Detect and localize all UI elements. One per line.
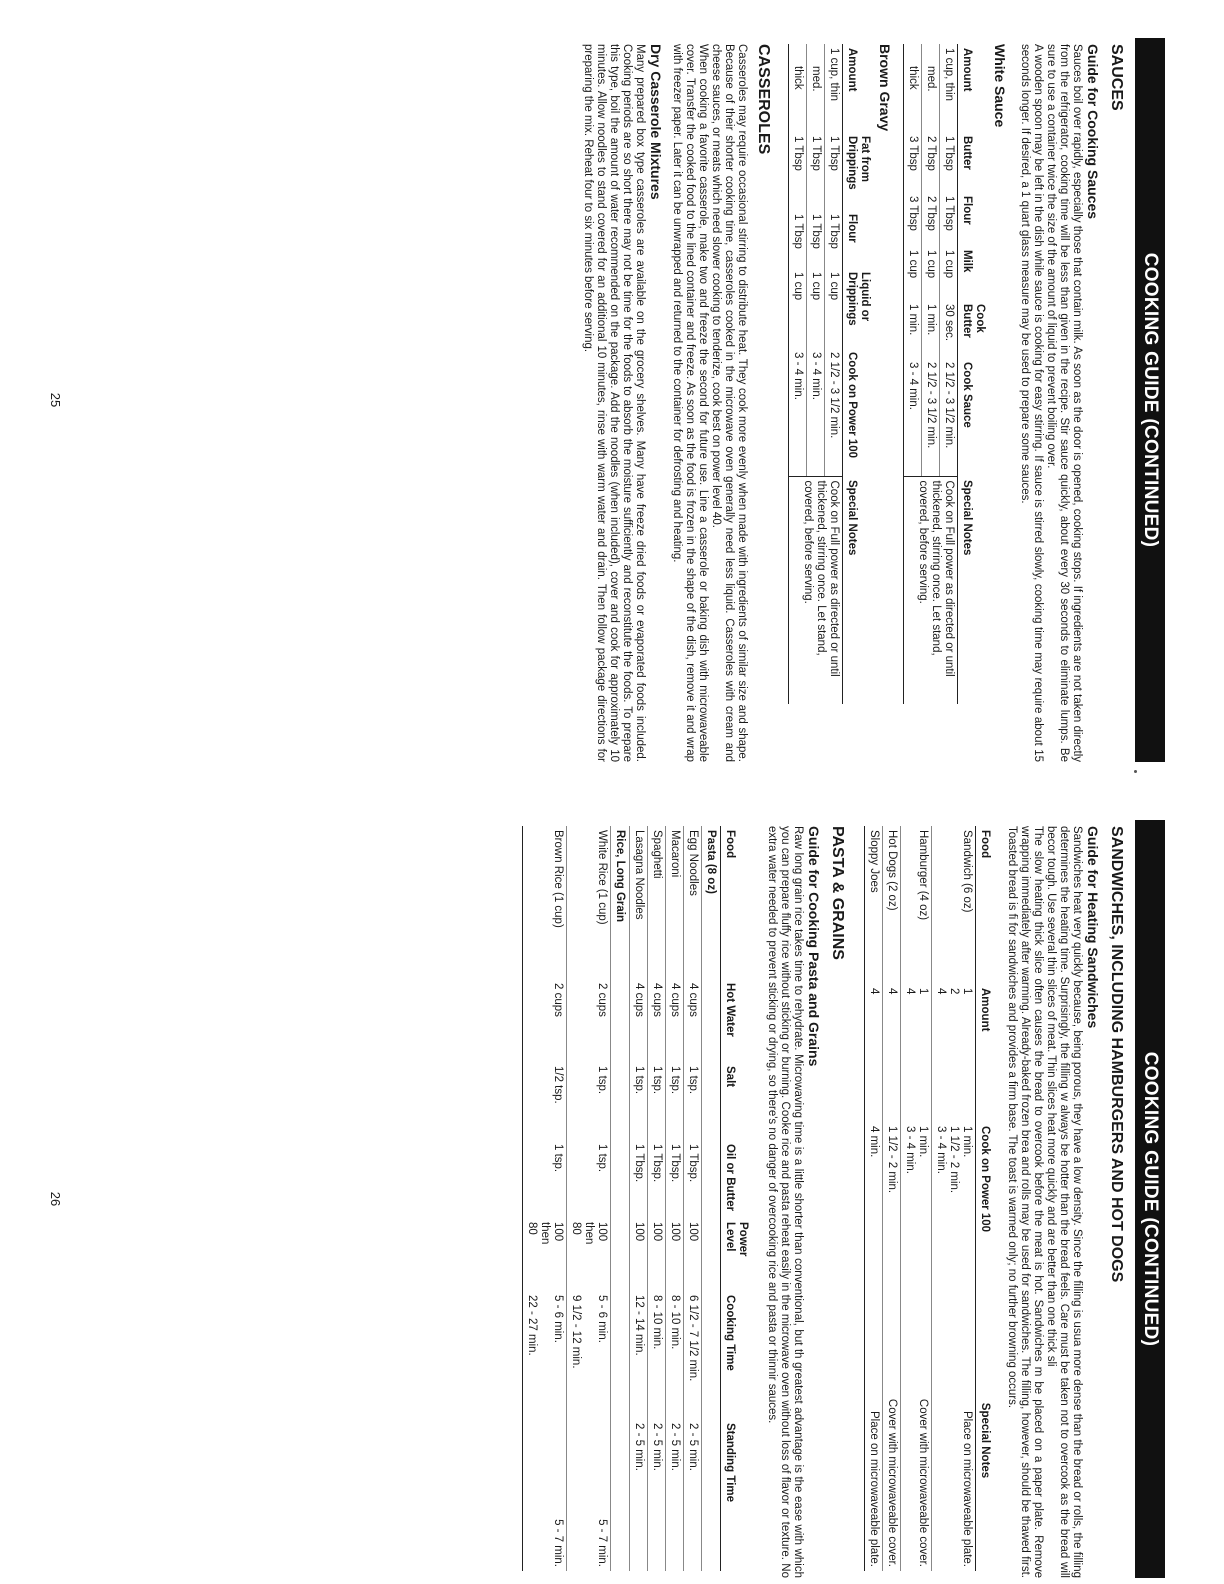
cell: 1 min. 3 - 4 min. <box>904 1126 929 1174</box>
cell: Sandwich (6 oz) <box>961 830 973 913</box>
dry-casserole-title: Dry Casserole Mixtures <box>648 44 664 200</box>
col-header: Hot Water <box>724 983 736 1037</box>
table-row <box>684 826 702 1571</box>
cell: 1 cup <box>925 250 937 279</box>
special-notes-cell: Cook on Full power as directed or until thickened, stirring once. Let stand, covered, before serving. <box>904 476 958 704</box>
cell: 2 Tbsp <box>925 196 937 231</box>
col-header: Cooking Time <box>724 1295 736 1371</box>
sauces-guide-title: Guide for Cooking Sauces <box>1085 44 1101 220</box>
col-header: Flour <box>846 214 858 243</box>
col-header: Amount <box>846 48 858 92</box>
cell: 2 Tbsp <box>925 136 937 171</box>
col-header: Cook Butter <box>961 304 986 338</box>
col-header: Salt <box>724 1066 736 1088</box>
cell: 6 1/2 - 7 1/2 min. <box>687 1295 699 1382</box>
table-row <box>630 826 648 1571</box>
sauces-guide-text-1: Sauces boil over rapidly, especially those that contain milk. As soon as the door is opened, cooking stops. If ingredients are not taken directly from the refrigerator, cooking time will be less than given in the recipe. Stir sauce quickly, about every 30 seconds to eliminate lumps. Be sure to use a container twice the size of the amount of liquid to prevent boiling over. <box>1045 44 1083 762</box>
cell: 1 cup <box>810 272 822 301</box>
cell: 1 min. <box>925 304 937 336</box>
cell: 2 cups <box>552 983 564 1017</box>
col-header: Butter <box>961 136 973 170</box>
cell: 3 - 4 min. <box>907 362 919 410</box>
cell: 1 min. 1 1/2 - 2 min. 3 - 4 min. <box>935 1126 973 1194</box>
cell: 1 1/2 - 2 min. <box>886 1126 898 1194</box>
sandwiches-guide-title: Guide for Heating Sandwiches <box>1085 826 1101 1029</box>
cell: 8 - 10 min. <box>669 1295 681 1350</box>
cell: Place on microwaveable plate. <box>868 1411 880 1567</box>
cell: 100 <box>687 1222 699 1242</box>
cell: 1 tsp. <box>633 1066 645 1095</box>
col-header: Fat from Drippings <box>846 136 871 190</box>
cell: 1 tsp. <box>552 1144 564 1173</box>
cell: 1 Tbsp <box>792 136 804 171</box>
cell: 1 tsp. <box>687 1066 699 1095</box>
cell: 1 Tbsp <box>810 214 822 249</box>
col-header: Amount <box>961 48 973 92</box>
cell: 2 cups <box>596 983 608 1017</box>
cell: 12 - 14 min. <box>633 1295 645 1356</box>
cell: med. <box>925 66 937 92</box>
banner-right: COOKING GUIDE (CONTINUED) <box>1135 820 1165 1578</box>
cell: 8 - 10 min. <box>651 1295 663 1350</box>
special-notes-cell: Cook on Full power as directed or until thickened, stirring once. Let stand, covered, before serving. <box>789 476 843 704</box>
col-header: Special Notes <box>846 480 858 556</box>
cell: Place on microwaveable plate. <box>961 1411 973 1567</box>
white-sauce-table <box>903 44 988 704</box>
cell: 1 Tbsp <box>943 136 955 171</box>
table-row <box>901 826 932 1571</box>
table-row <box>567 826 611 1571</box>
cell: 1 Tbsp. <box>669 1144 681 1183</box>
cell: 3 Tbsp <box>907 136 919 171</box>
cell: med. <box>810 66 822 92</box>
cell: 1 cup <box>792 272 804 301</box>
casseroles-title: CASSEROLES <box>755 44 772 155</box>
col-header: Amount <box>979 988 991 1032</box>
pasta-guide-text: Raw long grain rice takes time to rehydrate. Microwaving time is a little shorter than conventional, but th greatest advantage is the ease with which you can prepare fluffy rice without sticking or burning. Cooke rice and pasta reheat easily in the microwave oven without loss of flavor or texture. No extra water needed to prevent sticking or drying, so there's no danger of overcooking rice and pasta or thinnir sauces. <box>766 826 804 1578</box>
cell: 1 4 <box>904 988 929 995</box>
cell: 30 sec. <box>943 304 955 342</box>
cell: 4 cups <box>633 983 645 1017</box>
col-header: Liquid or Drippings <box>846 272 871 326</box>
table-row <box>865 826 883 1571</box>
table-row <box>523 826 567 1571</box>
cell: 100 then 80 <box>570 1222 608 1245</box>
cell: Hot Dogs (2 oz) <box>886 830 898 911</box>
scan-speck <box>1134 770 1137 773</box>
pasta-table <box>522 826 751 1571</box>
cell: 5 - 7 min. <box>552 1519 564 1567</box>
cell: 2 - 5 min. <box>669 1423 681 1471</box>
cell: Cover with microwaveable cover. <box>917 1398 929 1567</box>
page-number: 25 <box>48 392 63 408</box>
cell: 1 tsp. <box>596 1144 608 1173</box>
casseroles-text-1: Casseroles may require occasional stirring to distribute heat. They cook more evenly when made with ingredients of similar size and shape. Because of their shorter cooking time, casseroles cooked in the microwave oven generally need less liquid. Casseroles with cream and cheese sauces, or meats which need slower cooking to tenderize, cook best on power level 40. <box>710 44 748 762</box>
cell: 3 Tbsp <box>907 196 919 231</box>
cell: 2 1/2 - 3 1/2 min. <box>943 362 955 449</box>
col-header: Flour <box>961 196 973 225</box>
cell: 100 <box>651 1222 663 1242</box>
cell: Egg Noodles <box>687 830 699 896</box>
sauces-title: SAUCES <box>1108 44 1125 111</box>
table-row <box>825 44 843 704</box>
col-header: Standing Time <box>724 1423 736 1503</box>
sandwiches-guide-text-2: The slow heating thick slice often causes the bread to overcook before the meat is hot. Sandwiches m be placed on a paper plate. Remove wrapping immediately after warming. Already-baked frozen brea and rolls may be used for sandwiches. The filling, however, should be thawed first. Toasted bread is fi for sandwiches and provides a firm base. The toast is warmed only; no further browning occurs. <box>1006 826 1044 1578</box>
table-row <box>666 826 684 1571</box>
cell: 5 - 6 min. 9 1/2 - 12 min. <box>570 1295 608 1369</box>
cell: Macaroni <box>669 830 681 878</box>
cell: Lasagna Noodles <box>633 830 645 920</box>
col-header: Power Level <box>724 1222 749 1257</box>
sandwiches-title: SANDWICHES, INCLUDING HAMBURGERS AND HOT DOGS <box>1108 826 1125 1283</box>
page-25 <box>40 38 1165 762</box>
table-row <box>940 44 958 704</box>
group-row <box>611 826 630 1571</box>
cell: 1 Tbsp <box>828 136 840 171</box>
cell: 4 <box>868 988 880 995</box>
page-26 <box>40 820 1165 1578</box>
cell: 4 cups <box>669 983 681 1017</box>
cell: 4 <box>886 988 898 995</box>
cell: 2 - 5 min. <box>687 1423 699 1471</box>
cell: 2 - 5 min. <box>633 1423 645 1471</box>
sauces-guide-text-2: A wooden spoon may be left in the dish while sauce is cooking for easy stirring. If sauce is stirred slowly, cooking time may require about 15 seconds longer. If desired, a 1 quart glass measure may be used to prepare some sauces. <box>1019 44 1044 762</box>
cell: 1 cup <box>943 250 955 279</box>
col-header: Cook on Power 100 <box>846 352 858 459</box>
cell: 3 - 4 min. <box>810 352 822 400</box>
cell: 2 1/2 - 3 1/2 min. <box>828 352 840 439</box>
cell: 2 1/2 - 3 1/2 min. <box>925 362 937 449</box>
cell: 4 cups <box>651 983 663 1017</box>
dry-casserole-text: Many prepared box type casseroles are available on the grocery shelves. Many have freeze dried foods or evaporated foods included. Cooking periods are so short there may not be time for the foods to absorb the moisture sufficiently and reconstitute the foods. To prepare this type, boil the amount of water recommended on the package. Add the noodles (when included), cover and cook for approximately 10 minutes. Allow noodles to stand covered for an additional 10 minutes, rinse with warm water and drain. Then follow package directions for preparing the mix. Reheat four to six minutes before serving. <box>582 44 646 762</box>
table-header-row <box>843 44 874 704</box>
table-row <box>932 826 976 1571</box>
table-row <box>883 826 901 1571</box>
cell: 1 2 4 <box>935 988 973 995</box>
col-header: Special Notes <box>961 480 973 556</box>
col-header: Special Notes <box>979 1402 991 1479</box>
pasta-title: PASTA & GRAINS <box>829 826 846 960</box>
cell: 1 cup, thin <box>943 48 955 102</box>
banner-left: COOKING GUIDE (CONTINUED) <box>1135 38 1165 762</box>
cell: 1 tsp. <box>596 1066 608 1095</box>
cell: 1 Tbsp <box>810 136 822 171</box>
cell: 1 min. <box>907 304 919 336</box>
cell: 1 Tbsp <box>828 214 840 249</box>
brown-gravy-table <box>788 44 873 704</box>
table-header-row <box>958 44 989 704</box>
table-header-row <box>721 826 752 1571</box>
cell: 100 then 80 <box>526 1222 564 1245</box>
cell: 2 - 5 min. <box>651 1423 663 1471</box>
col-header: Food <box>979 830 991 859</box>
cell: 3 - 4 min. <box>792 352 804 400</box>
cell: 1 Tbsp <box>792 214 804 249</box>
col-header: Cook on Power 100 <box>979 1126 991 1233</box>
col-header: Cook Sauce <box>961 362 973 428</box>
cell: 1 Tbsp <box>943 196 955 231</box>
cell: Brown Rice (1 cup) <box>552 830 564 928</box>
cell: 1 cup <box>828 272 840 301</box>
group-label: Pasta (8 oz) <box>705 830 717 894</box>
cell: 1 tsp. <box>651 1066 663 1095</box>
group-label: Rice, Long Grain <box>614 830 626 923</box>
cell: 1 cup, thin <box>828 48 840 102</box>
page-number: 26 <box>48 1191 63 1207</box>
cell: thick <box>792 66 804 90</box>
cell: 4 cups <box>687 983 699 1017</box>
cell: 1 Tbsp. <box>633 1144 645 1183</box>
brown-gravy-title: Brown Gravy <box>877 44 893 132</box>
cell: Cover with microwaveable cover. <box>886 1398 898 1567</box>
table-row <box>648 826 666 1571</box>
cell: 100 <box>633 1222 645 1242</box>
col-header: Food <box>724 830 736 859</box>
cell: Sloppy Joes <box>868 830 880 893</box>
cell: 5 - 7 min. <box>596 1519 608 1567</box>
cell: 1 Tbsp. <box>651 1144 663 1183</box>
sandwiches-guide-text-1: Sandwiches heat very quickly because, being porous, they have a low density. Since the filling is usua more dense than the bread or rolls, the filling determines the heating time. Surprisingly, the filling w always be hotter than the bread feels. Care must be taken not to overcook as the bread will becor tough. Use several thin slices of meat. Thin slices heat more quickly and are better than one thick sli <box>1045 826 1083 1578</box>
pasta-guide-title: Guide for Cooking Pasta and Grains <box>806 826 822 1067</box>
casseroles-text-2: When cooking a favorite casserole, make two and freeze the second for future use. Line a casserole or baking dish with microwaveable cover. Transfer the cooked food to the lined container and freeze. As soon as the food is frozen in the shape of the dish, remove it and wrap with freezer paper. Later it can be unwrapped and returned to the container for defrosting and heating. <box>671 44 709 762</box>
white-sauce-title: White Sauce <box>992 44 1008 128</box>
col-header: Milk <box>961 250 973 273</box>
cell: 1 cup <box>907 250 919 279</box>
cell: Hamburger (4 oz) <box>917 830 929 921</box>
table-header-row <box>976 826 994 1571</box>
sandwiches-table <box>864 826 993 1571</box>
cell: 4 min. <box>868 1126 880 1158</box>
cell: 100 <box>669 1222 681 1242</box>
cell: thick <box>907 66 919 90</box>
cell: 1/2 tsp. <box>552 1066 564 1104</box>
cell: White Rice (1 cup) <box>596 830 608 925</box>
cell: 1 Tbsp. <box>687 1144 699 1183</box>
cell: 1 tsp. <box>669 1066 681 1095</box>
cell: Spaghetti <box>651 830 663 879</box>
cell: 5 - 6 min. 22 - 27 min. <box>526 1295 564 1356</box>
col-header: Oil or Butter <box>724 1144 736 1212</box>
group-row <box>702 826 721 1571</box>
